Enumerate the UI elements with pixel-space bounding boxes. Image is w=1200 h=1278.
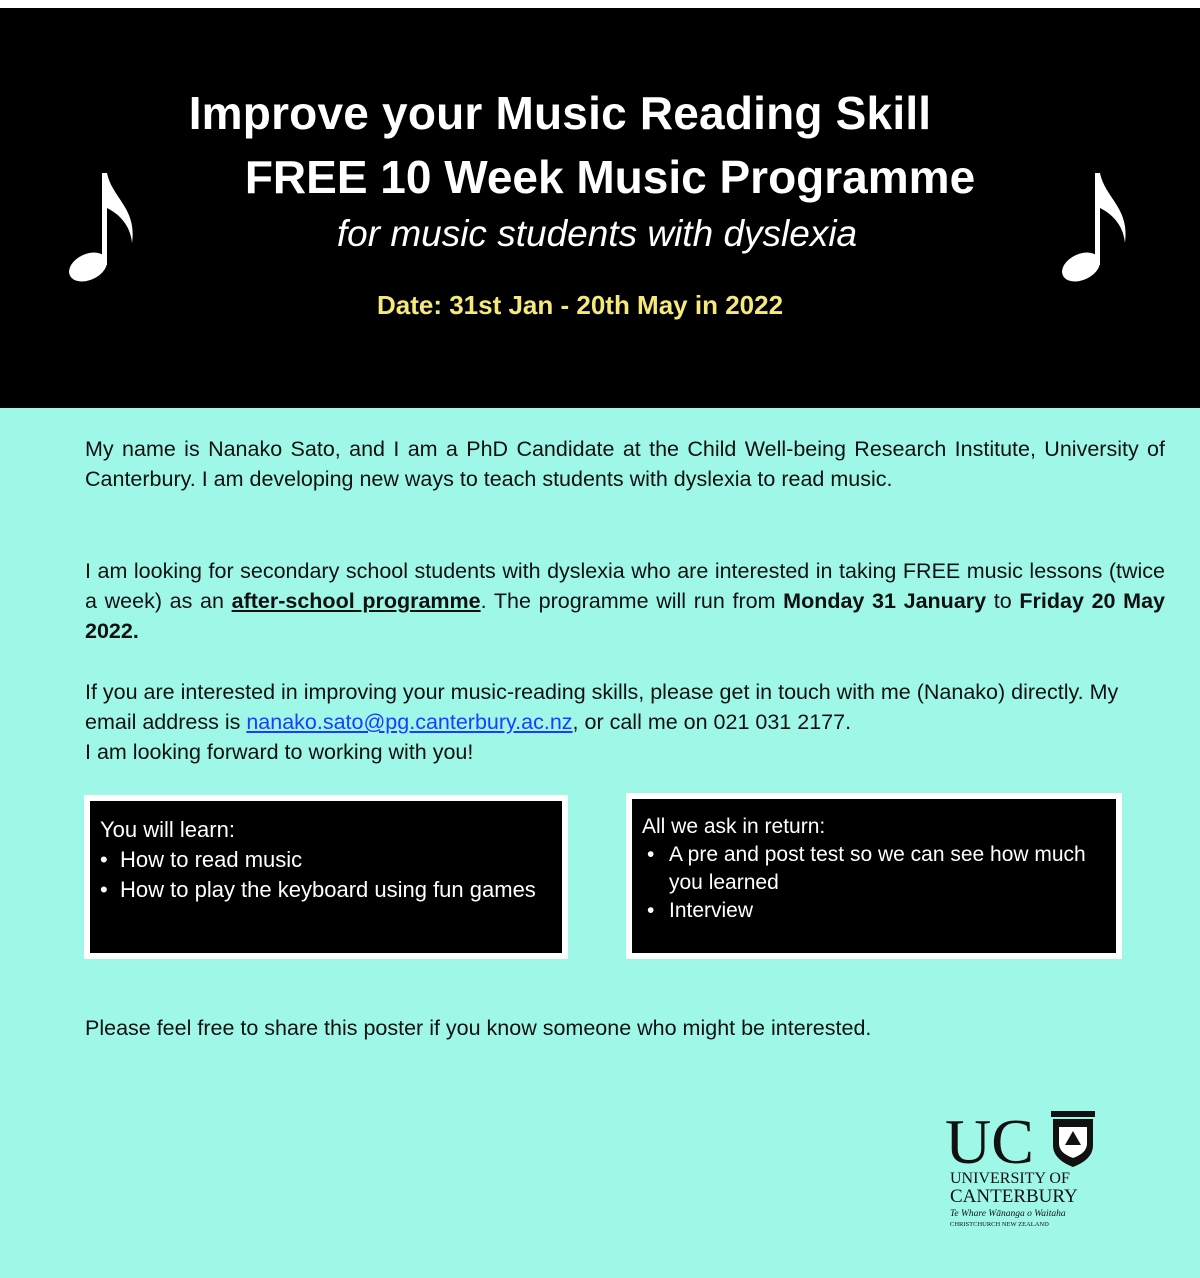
contact-text: If you are interested in improving your music-reading skills, please get in touch with me (Nanako) directly. My email address is — [85, 680, 1119, 734]
logo-letters: UC — [945, 1106, 1034, 1177]
logo-line2: CANTERBURY — [950, 1186, 1078, 1207]
logo-maori: Te Whare Wānanga o Waitaha — [950, 1209, 1066, 1219]
logo-line1: UNIVERSITY OF — [950, 1170, 1070, 1187]
after-school-programme-text: after-school programme — [231, 589, 481, 613]
end-date: Friday 20 May 2022. — [85, 589, 1165, 643]
crest-icon — [1051, 1111, 1095, 1167]
logo-city: CHRISTCHURCH NEW ZEALAND — [950, 1221, 1049, 1228]
list-item: • Interview — [642, 897, 1106, 925]
programme-paragraph — [85, 556, 1165, 646]
programme-date: Date: 31st Jan - 20th May in 2022 — [376, 290, 784, 320]
share-note: Please feel free to share this poster if you know someone who might be interested. — [85, 1016, 872, 1040]
return-list — [642, 841, 1106, 925]
programme-text: I am looking for secondary school students with dyslexia who are interested in taking FREE music lessons (twice a week) as an — [85, 559, 1165, 613]
poster-subtitle: for music students with dyslexia — [336, 213, 858, 254]
poster-header — [0, 8, 1200, 408]
university-logo — [945, 1105, 1097, 1230]
email-link[interactable]: nanako.sato@pg.canterbury.ac.nz — [246, 710, 573, 734]
programme-text-mid: . The programme will run from — [480, 589, 784, 613]
closing-line: I am looking forward to working with you! — [85, 740, 474, 764]
to-text: to — [986, 589, 1020, 613]
contact-paragraph — [85, 677, 1165, 767]
start-date: Monday 31 January — [783, 589, 987, 613]
box-title: All we ask in return: — [642, 815, 826, 838]
list-item: • A pre and post test so we can see how much you learned — [642, 841, 1106, 897]
poster-title-line1: Improve your Music Reading Skill — [188, 87, 932, 139]
in-return-box — [626, 793, 1122, 959]
top-strip — [0, 0, 1200, 8]
learn-list — [100, 845, 552, 905]
eighth-note-icon — [1055, 163, 1135, 283]
you-will-learn-box — [84, 795, 568, 959]
poster-title-line2: FREE 10 Week Music Programme — [244, 151, 976, 203]
intro-paragraph: My name is Nanako Sato, and I am a PhD Candidate at the Child Well-being Research Institute, University of Canterbury. I am developing new ways to teach students with dyslexia to read music. — [85, 437, 1165, 491]
list-item: • How to play the keyboard using fun games — [100, 875, 552, 905]
box-title: You will learn: — [100, 817, 235, 842]
list-item: • How to read music — [100, 845, 552, 875]
phone-text: , or call me on 021 031 2177. — [572, 710, 852, 734]
